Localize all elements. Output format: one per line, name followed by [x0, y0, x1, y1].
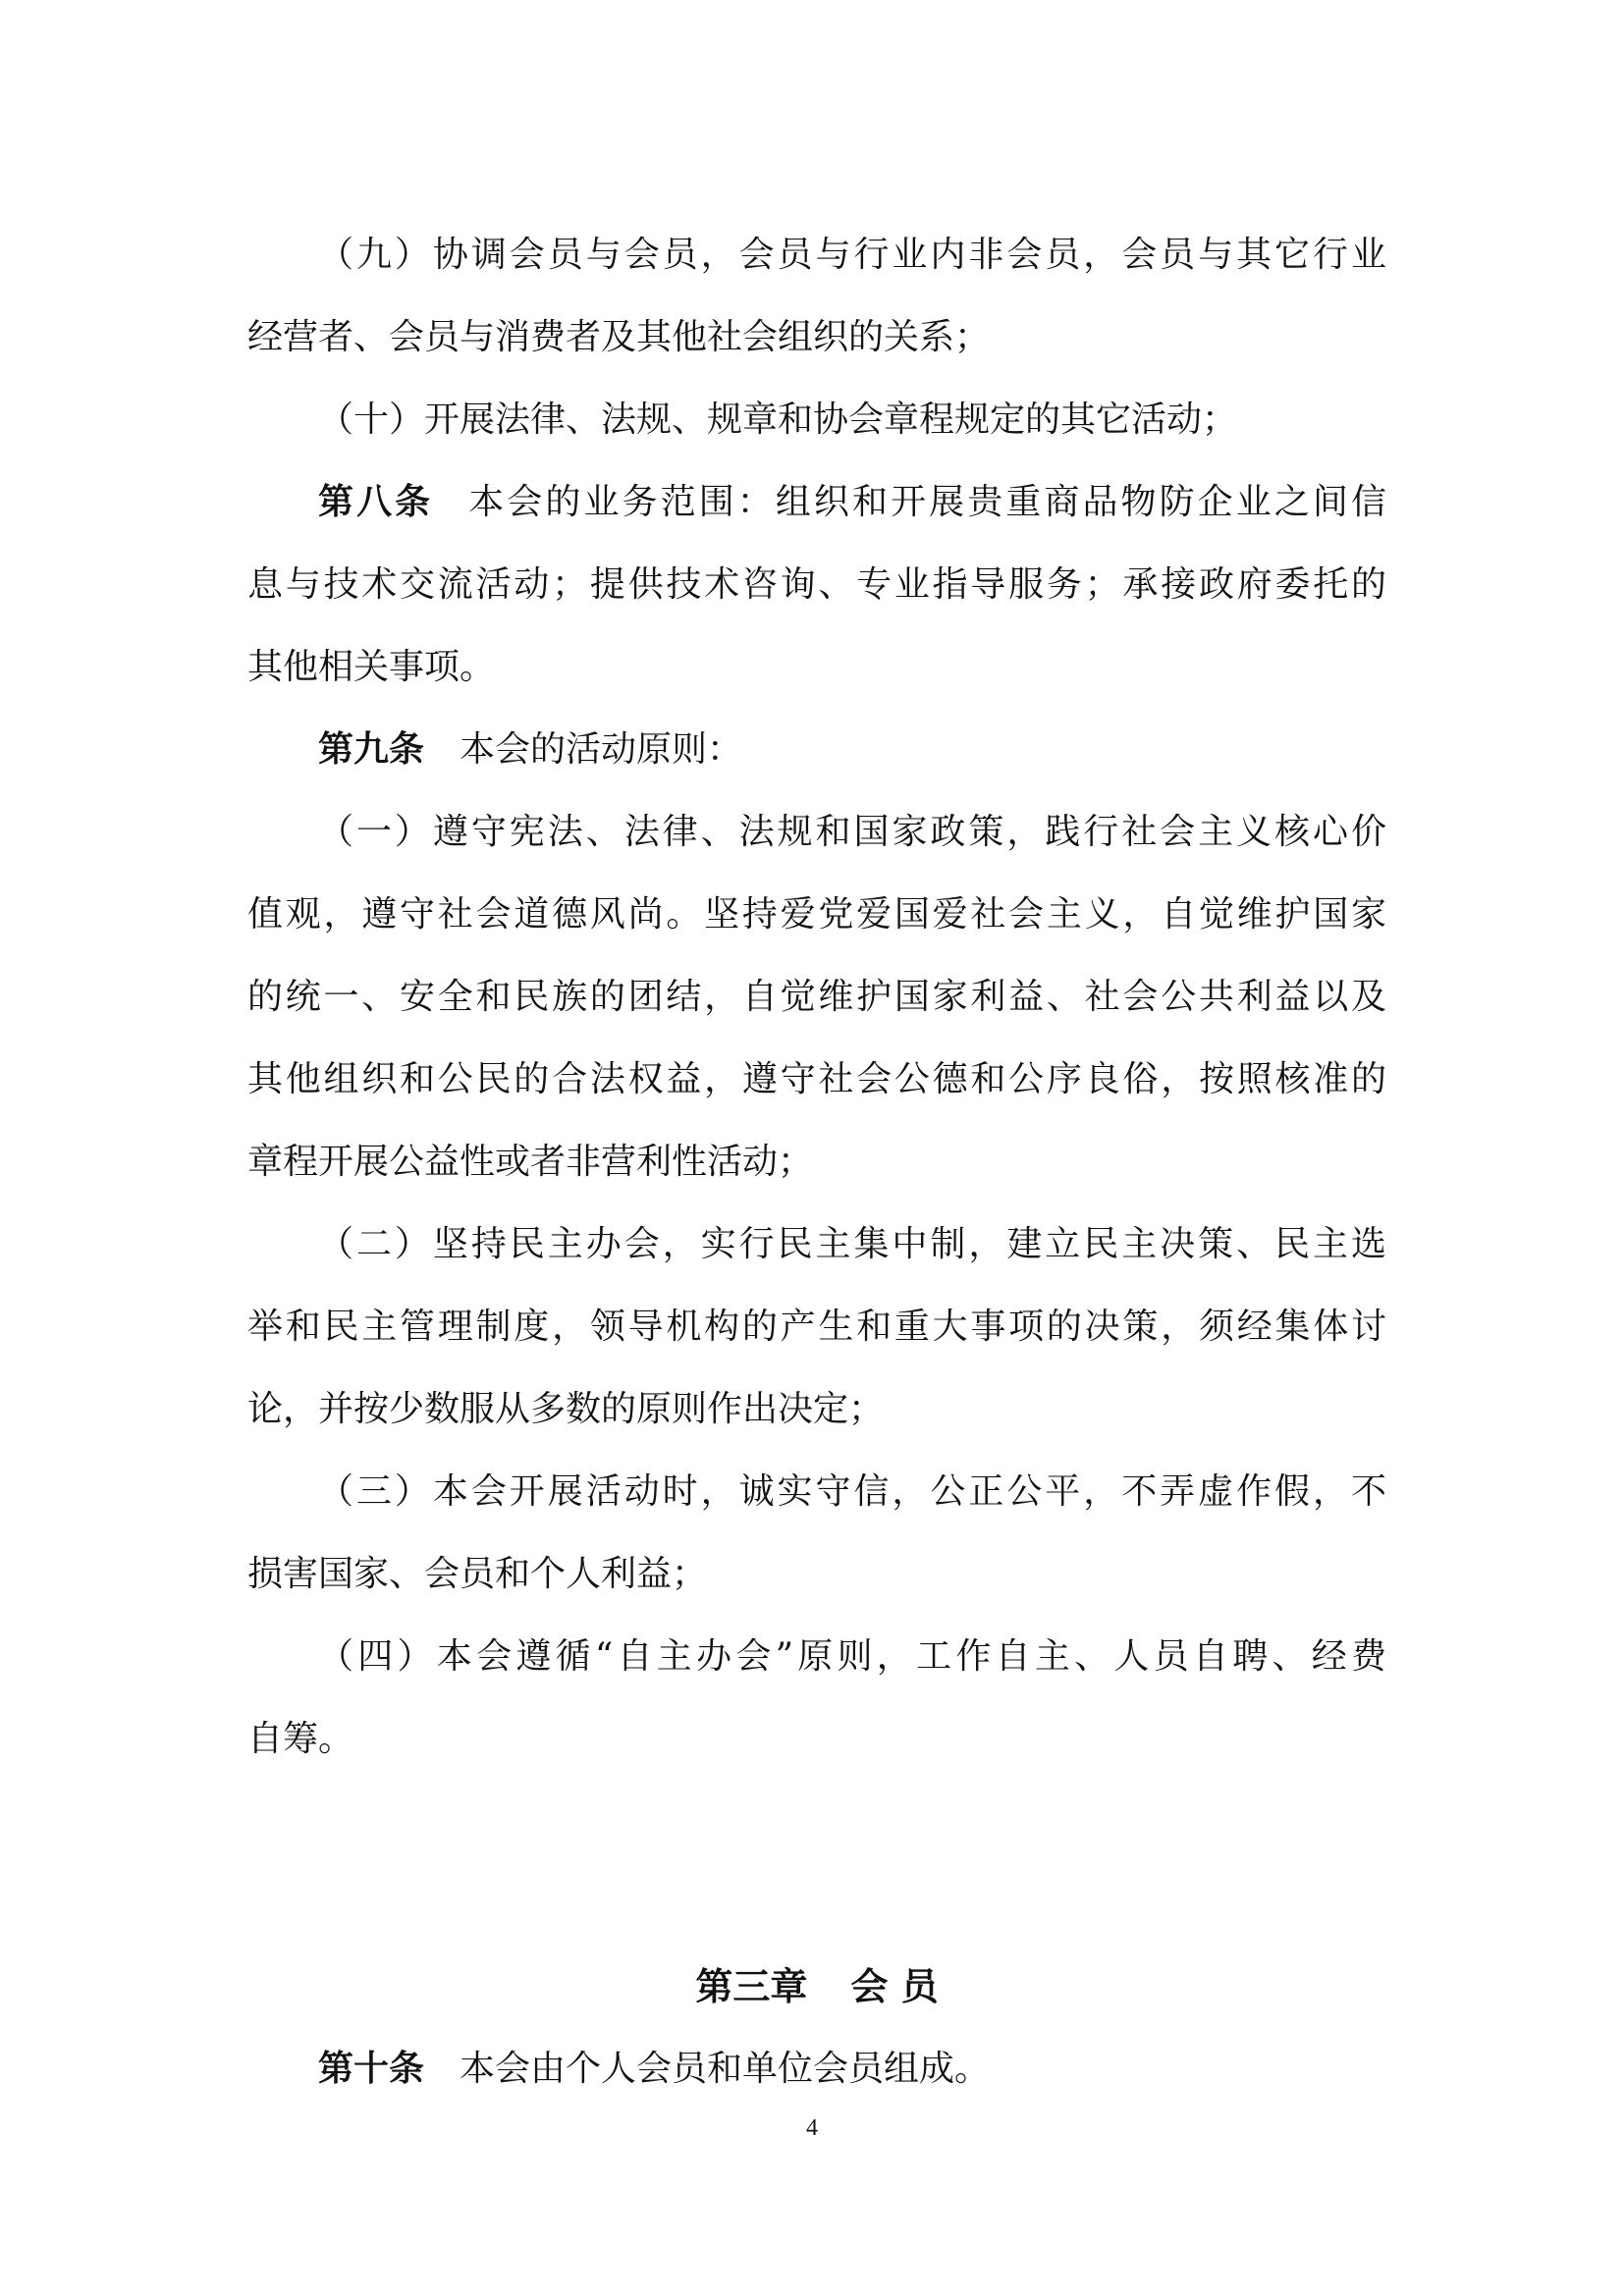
article-ten-line-1 — [247, 2028, 1386, 2110]
item-ten-line-1: （十）开展法律、法规、规章和协会章程规定的其它活动； — [318, 400, 1238, 440]
item-nine-line-2: 经营者、会员与消费者及其他社会组织的关系； — [247, 317, 991, 357]
principle-one-line-4: 其他组织和公民的合法权益，遵守社会公德和公序良俗，按照核准的 — [247, 1059, 1386, 1099]
article-eight-label: 第八条 — [318, 482, 434, 522]
principle-one-line-2: 值观，遵守社会道德风尚。坚持爱党爱国爱社会主义，自觉维护国家 — [247, 894, 1386, 934]
article-nine-text: 本会的活动原则： — [460, 729, 743, 770]
article-eight-text: 本会的业务范围：组织和开展贵重商品物防企业之间信 — [468, 482, 1386, 522]
principle-four-line-2: 自筹。 — [247, 1719, 354, 1759]
chapter-three-number: 第三章 — [695, 1965, 808, 2008]
principle-one-line-5: 章程开展公益性或者非营利性活动； — [247, 1142, 814, 1182]
chapter-three-heading — [247, 1946, 1386, 2028]
page-number: 4 — [806, 2115, 818, 2141]
article-eight-line-1 — [247, 461, 1386, 544]
article-eight-line-3: 其他相关事项。 — [247, 647, 496, 687]
document-body — [247, 214, 1386, 2110]
principle-one-line-3: 的统一、安全和民族的团结，自觉维护国家利益、社会公共利益以及 — [247, 977, 1386, 1017]
principle-two-line-1: （二）坚持民主办会，实行民主集中制，建立民主决策、民主选 — [318, 1224, 1386, 1264]
principle-four-line-1: （四）本会遵循“自主办会”原则，工作自主、人员自聘、经费 — [318, 1636, 1386, 1677]
article-nine-label: 第九条 — [318, 729, 425, 770]
principle-three-line-1: （三）本会开展活动时，诚实守信，公正公平，不弄虚作假，不 — [318, 1471, 1386, 1512]
chapter-three-title: 会 员 — [850, 1965, 939, 2008]
principle-three-line-2: 损害国家、会员和个人利益； — [247, 1554, 708, 1594]
item-nine-line-1: （九）协调会员与会员，会员与行业内非会员，会员与其它行业 — [318, 235, 1386, 275]
principle-two-line-2: 举和民主管理制度，领导机构的产生和重大事项的决策，须经集体讨 — [247, 1307, 1386, 1347]
article-ten-label: 第十条 — [318, 2049, 425, 2089]
article-nine-line-1 — [247, 709, 1386, 791]
article-ten-text: 本会由个人会员和单位会员组成。 — [460, 2049, 991, 2089]
principle-two-line-3: 论，并按少数服从多数的原则作出决定； — [247, 1389, 885, 1429]
principle-one-line-1: （一）遵守宪法、法律、法规和国家政策，践行社会主义核心价 — [318, 812, 1386, 852]
section-spacer — [247, 1781, 1386, 1946]
article-eight-line-2: 息与技术交流活动；提供技术咨询、专业指导服务；承接政府委托的 — [247, 564, 1386, 605]
